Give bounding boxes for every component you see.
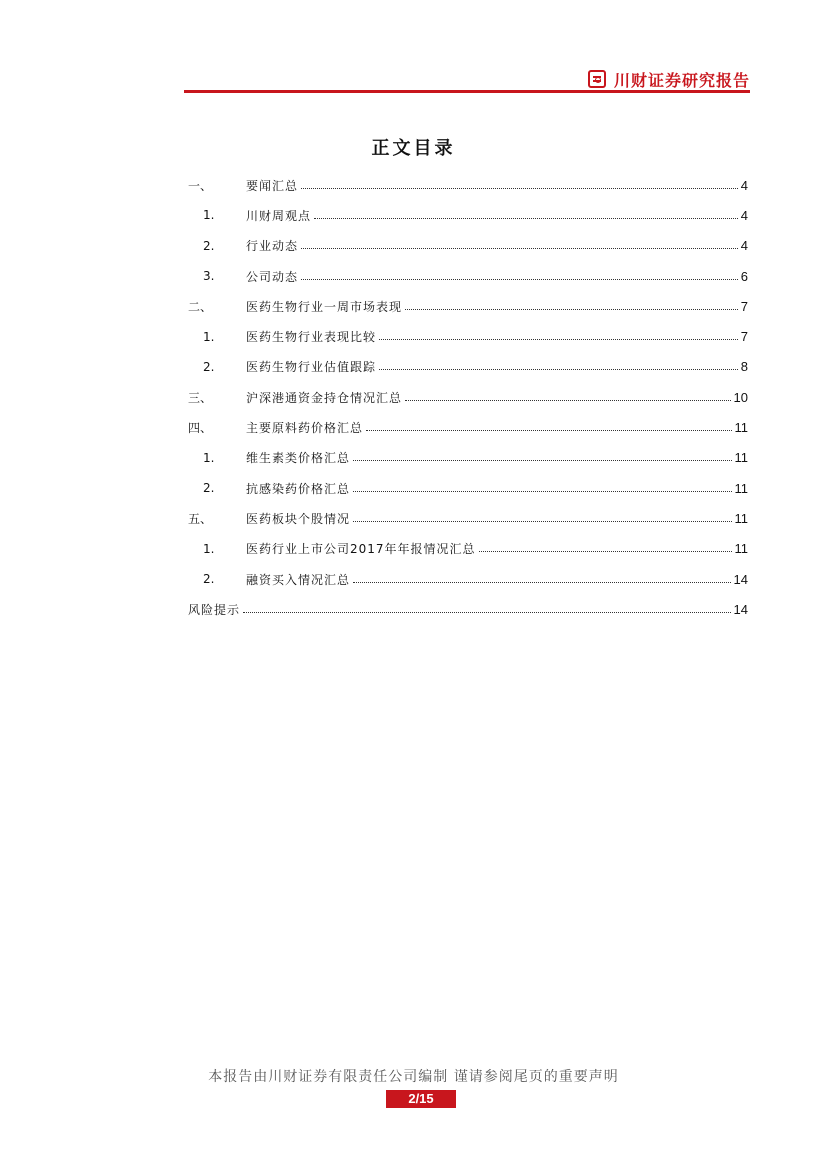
toc-entry-label: 医药生物行业一周市场表现 <box>246 299 403 314</box>
chuancai-logo-icon <box>588 70 606 88</box>
toc-entry-number: 2. <box>203 572 215 586</box>
toc-leader-dots <box>243 612 731 613</box>
toc-leader-dots <box>366 430 731 431</box>
brand-title: 川财证券研究报告 <box>613 70 750 90</box>
toc-entry-page: 11 <box>734 480 748 496</box>
toc-entry-label: 川财周观点 <box>246 208 312 223</box>
toc-entry[interactable] <box>188 200 748 230</box>
toc-entry-number: 四、 <box>188 421 213 436</box>
toc-title: 正文目录 <box>371 138 456 159</box>
toc-entry-number: 2. <box>203 238 215 253</box>
toc-entry[interactable] <box>188 534 748 564</box>
toc-entry-page: 11 <box>734 541 748 557</box>
toc-entry-page: 8 <box>740 359 748 375</box>
toc-entry-number: 1. <box>203 329 215 344</box>
toc-entry-page: 14 <box>733 601 748 617</box>
footer-disclaimer: 本报告由川财证券有限责任公司编制 谨请参阅尾页的重要声明 <box>208 1069 619 1085</box>
toc-leader-dots <box>353 460 731 461</box>
toc-entry-number: 3. <box>203 269 215 284</box>
toc-leader-dots <box>405 309 738 310</box>
toc-leader-dots <box>379 339 738 340</box>
toc-entry[interactable] <box>188 352 748 382</box>
toc-entry-number: 一、 <box>188 178 213 193</box>
toc-entry-page: 11 <box>734 450 748 466</box>
toc-leader-dots <box>353 582 731 583</box>
toc-entry-label: 维生素类价格汇总 <box>246 451 351 466</box>
toc-entry[interactable] <box>188 473 748 503</box>
toc-entry[interactable] <box>188 382 748 412</box>
toc-entry-number: 三、 <box>188 390 213 405</box>
toc-entry[interactable] <box>188 261 748 291</box>
toc-entry-page: 6 <box>740 268 748 284</box>
brand <box>588 68 750 90</box>
toc-entry[interactable] <box>188 231 748 261</box>
toc-entry[interactable] <box>188 321 748 351</box>
toc-entry-number: 1. <box>203 450 215 465</box>
toc-entry-number: 五、 <box>188 511 213 526</box>
toc-entry-label: 主要原料药价格汇总 <box>246 421 364 436</box>
toc-entry-page: 11 <box>734 420 748 436</box>
table-of-contents <box>188 170 748 624</box>
toc-entry[interactable] <box>188 170 748 200</box>
toc-entry-label: 风险提示 <box>188 602 241 617</box>
toc-leader-dots <box>301 188 738 189</box>
toc-entry-label: 沪深港通资金持仓情况汇总 <box>246 390 403 405</box>
toc-entry-number: 二、 <box>188 299 213 314</box>
toc-leader-dots <box>301 248 738 249</box>
page-header <box>184 64 750 94</box>
toc-entry[interactable] <box>188 443 748 473</box>
toc-entry-number: 1. <box>203 208 215 223</box>
toc-entry-label: 医药生物行业表现比较 <box>246 330 377 345</box>
toc-entry[interactable] <box>188 503 748 533</box>
toc-entry-label: 公司动态 <box>246 269 299 284</box>
header-rule <box>184 90 750 93</box>
toc-entry-label: 医药行业上市公司2017年年报情况汇总 <box>246 542 476 557</box>
toc-entry-page: 14 <box>733 571 748 587</box>
toc-entry-label: 医药生物行业估值跟踪 <box>246 360 377 375</box>
toc-entry[interactable] <box>188 594 748 624</box>
toc-entry-label: 行业动态 <box>246 239 299 254</box>
toc-entry-page: 4 <box>740 207 748 223</box>
toc-leader-dots <box>314 218 738 219</box>
toc-entry-page: 10 <box>733 389 748 405</box>
page-number-badge: 2/15 <box>386 1090 456 1108</box>
toc-leader-dots <box>479 551 732 552</box>
toc-entry-label: 融资买入情况汇总 <box>246 572 351 587</box>
toc-leader-dots <box>353 491 731 492</box>
toc-leader-dots <box>301 279 738 280</box>
toc-entry-number: 1. <box>203 541 215 556</box>
toc-entry-label: 抗感染药价格汇总 <box>246 481 351 496</box>
toc-entry-number: 2. <box>203 481 215 496</box>
toc-entry-number: 2. <box>203 359 215 374</box>
toc-leader-dots <box>405 400 731 401</box>
toc-entry[interactable] <box>188 291 748 321</box>
toc-entry-page: 4 <box>740 177 748 193</box>
toc-entry[interactable] <box>188 412 748 442</box>
toc-entry-page: 7 <box>740 298 748 314</box>
toc-entry-page: 11 <box>734 510 748 526</box>
toc-entry-label: 医药板块个股情况 <box>246 511 351 526</box>
toc-entry-page: 7 <box>740 329 748 345</box>
toc-leader-dots <box>379 369 738 370</box>
toc-entry-label: 要闻汇总 <box>246 178 299 193</box>
toc-entry-page: 4 <box>740 238 748 254</box>
toc-leader-dots <box>353 521 731 522</box>
toc-entry[interactable] <box>188 564 748 594</box>
